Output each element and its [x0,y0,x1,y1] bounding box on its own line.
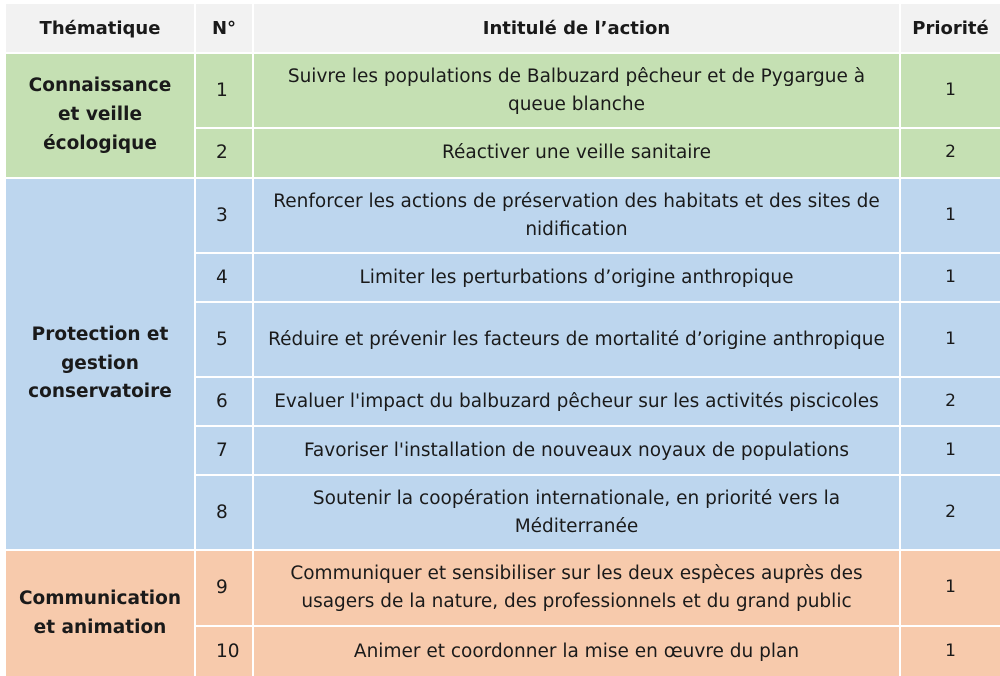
row-num: 3 [196,179,252,252]
row-priorite: 2 [901,476,1000,549]
header-thematique: Thématique [6,4,194,52]
header-intitule: Intitulé de l’action [254,4,899,52]
header-priorite: Priorité [901,4,1000,52]
row-action: Communiquer et sensibiliser sur les deux espèces auprès des usagers de la nature, des professionnels et du grand public [254,551,899,625]
row-priorite: 1 [901,54,1000,127]
row-action: Evaluer l'impact du balbuzard pêcheur sur les activités piscicoles [254,378,899,425]
thematique-communication: Communication et animation [6,551,194,676]
row-num: 9 [196,551,252,625]
row-num: 8 [196,476,252,549]
row-num: 4 [196,254,252,301]
row-num: 7 [196,427,252,474]
row-action: Suivre les populations de Balbuzard pêcheur et de Pygargue à queue blanche [254,54,899,127]
action-table [6,4,994,662]
row-priorite: 1 [901,303,1000,376]
row-priorite: 1 [901,179,1000,252]
row-priorite: 2 [901,129,1000,177]
thematique-connaissance: Connaissance et veille écologique [6,54,194,177]
row-action: Réduire et prévenir les facteurs de mortalité d’origine anthropique [254,303,899,376]
row-priorite: 1 [901,254,1000,301]
row-num: 2 [196,129,252,177]
row-priorite: 1 [901,627,1000,676]
row-action: Limiter les perturbations d’origine anthropique [254,254,899,301]
row-action: Réactiver une veille sanitaire [254,129,899,177]
thematique-protection: Protection et gestion conservatoire [6,179,194,549]
row-action: Favoriser l'installation de nouveaux noyaux de populations [254,427,899,474]
row-num: 6 [196,378,252,425]
row-priorite: 1 [901,427,1000,474]
row-action: Renforcer les actions de préservation des habitats et des sites de nidification [254,179,899,252]
header-numero: N° [196,4,252,52]
row-num: 10 [196,627,252,676]
row-num: 1 [196,54,252,127]
row-priorite: 1 [901,551,1000,625]
row-action: Soutenir la coopération internationale, en priorité vers la Méditerranée [254,476,899,549]
row-priorite: 2 [901,378,1000,425]
row-action: Animer et coordonner la mise en œuvre du plan [254,627,899,676]
row-num: 5 [196,303,252,376]
